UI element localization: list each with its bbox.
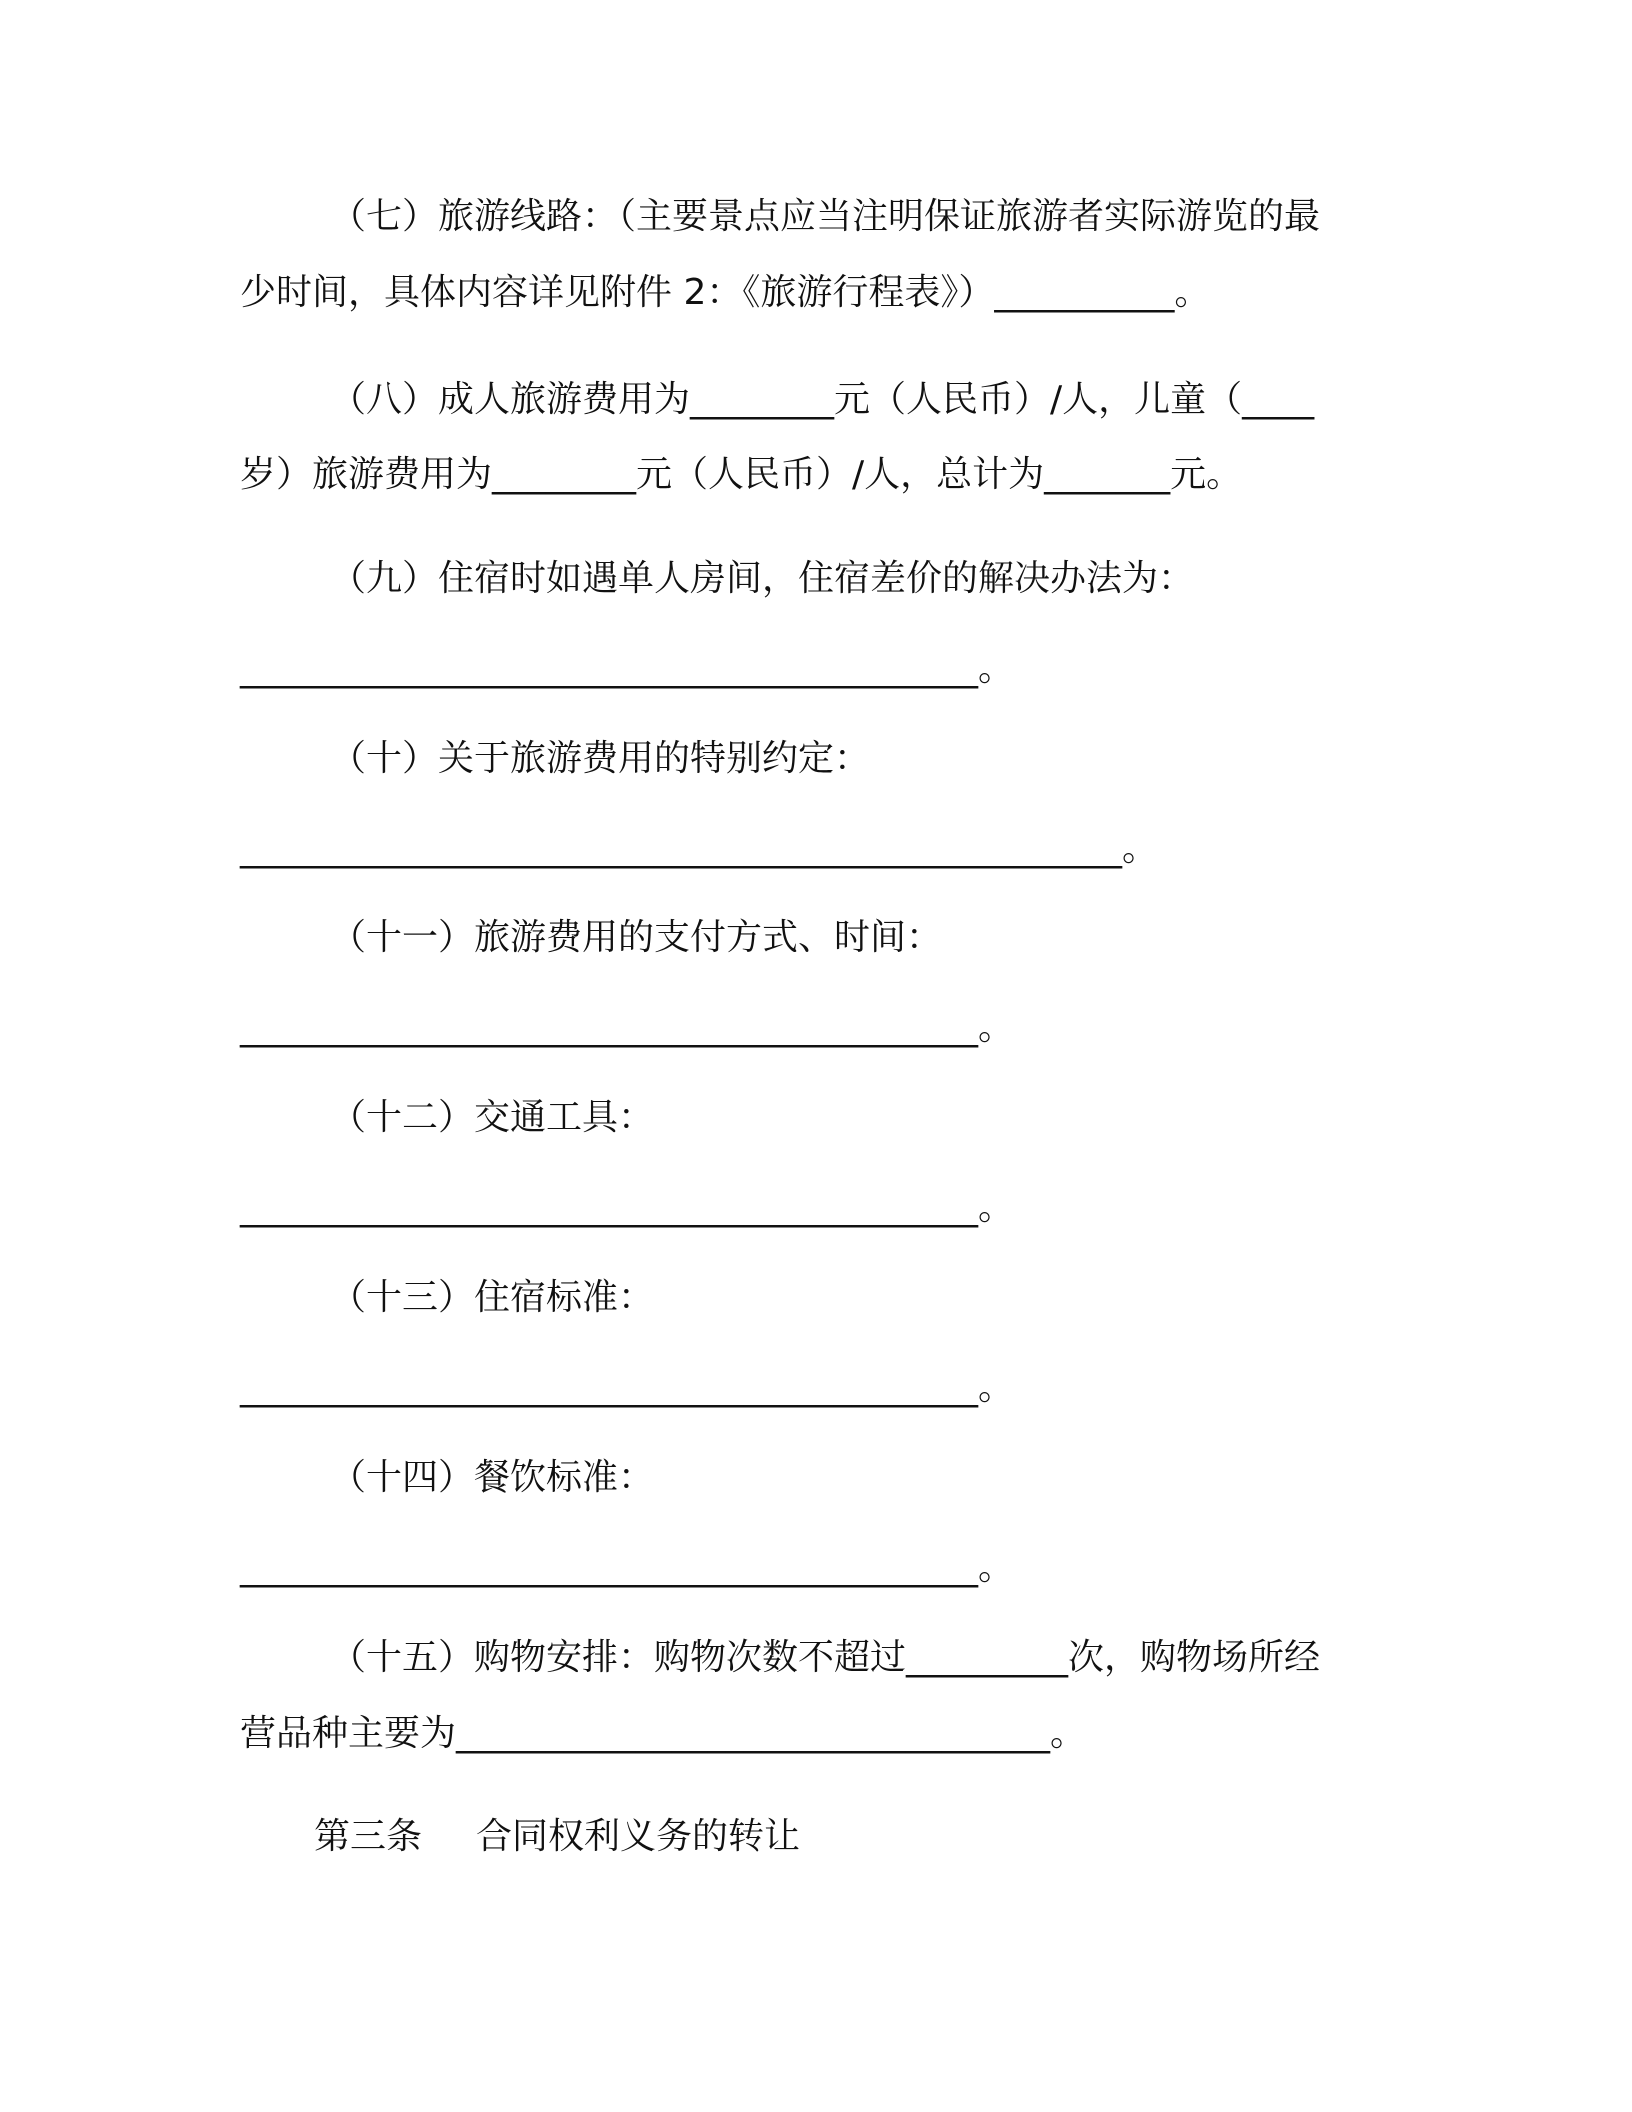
- item-15-line-1: （十五）购物安排：购物次数不超过_________次，购物场所经: [330, 1637, 1321, 1678]
- item-11-blank-line: _________________________________________。: [240, 1007, 1014, 1048]
- item-9-line-1: （九）住宿时如遇单人房间，住宿差价的解决办法为：: [330, 558, 1195, 599]
- item-8-line-2: 岁）旅游费用为________元（人民币）/人，总计为_______元。: [240, 454, 1243, 495]
- article-3-heading: [314, 1812, 800, 1862]
- article-3-title: 合同权利义务的转让: [476, 1816, 801, 1857]
- item-12-line-1: （十二）交通工具：: [330, 1097, 655, 1138]
- item-12-blank-line: _________________________________________。: [240, 1187, 1014, 1228]
- item-13-line-1: （十三）住宿标准：: [330, 1277, 655, 1318]
- article-3-number: 第三条: [314, 1816, 423, 1857]
- item-9-blank-line: _________________________________________。: [240, 648, 1014, 689]
- item-14-blank-line: _________________________________________。: [240, 1547, 1014, 1588]
- item-11-line-1: （十一）旅游费用的支付方式、时间：: [330, 917, 943, 958]
- item-10-blank-line: _________________________________________________。: [240, 828, 1158, 869]
- item-8-line-1: （八）成人旅游费用为________元（人民币）/人，儿童（____: [330, 379, 1315, 420]
- item-15-line-2: 营品种主要为_________________________________。: [240, 1713, 1087, 1754]
- item-10-line-1: （十）关于旅游费用的特别约定：: [330, 738, 871, 779]
- item-7-line-2: 少时间，具体内容详见附件 2：《旅游行程表》）__________。: [240, 272, 1211, 313]
- item-14-line-1: （十四）餐饮标准：: [330, 1457, 655, 1498]
- item-13-blank-line: _________________________________________。: [240, 1367, 1014, 1408]
- item-7-line-1: （七）旅游线路：（主要景点应当注明保证旅游者实际游览的最: [330, 196, 1321, 237]
